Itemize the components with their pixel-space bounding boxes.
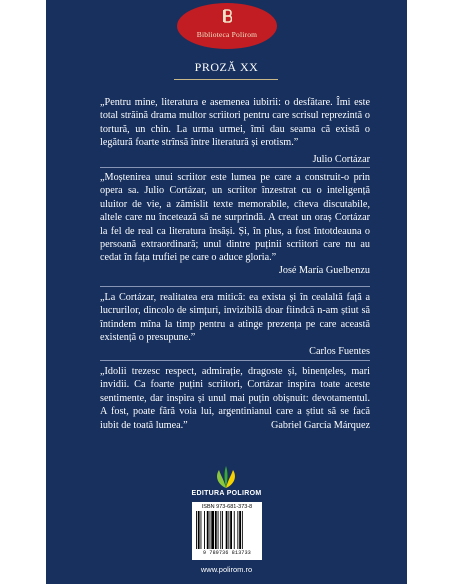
quote-author: José María Guelbenzu <box>278 264 370 276</box>
quote-text: „La Cortázar, realitatea era mitică: ea exista și în cealaltă față a lucrurilor, dincolo de simțuri, invizibilă doar fiindcă n-am știut să întindem mîna la timp pentru a atinge prezența pe care această existență o presupune.” <box>100 292 370 344</box>
quote-author: Gabriel García Márquez <box>271 420 370 432</box>
barcode-digits: 9 789736 813733 <box>202 550 251 556</box>
barcode-label <box>192 502 262 560</box>
publisher-website: www.polirom.ro <box>200 565 253 574</box>
collection-badge <box>177 3 277 49</box>
publisher-leaf-icon <box>211 464 241 490</box>
quote-author: Carlos Fuentes <box>309 345 370 357</box>
barcode-icon <box>196 511 258 549</box>
publisher-name: EDITURA POLIROM <box>191 490 262 497</box>
series-underline <box>174 79 278 80</box>
quote-garcia-marquez <box>100 365 370 432</box>
series-title: PROZĂ XX <box>194 60 259 74</box>
quote-fuentes <box>100 291 370 358</box>
divider <box>100 167 370 168</box>
quote-guelbenzu <box>100 171 370 277</box>
quote-author: Julio Cortázar <box>312 153 370 165</box>
quote-text: „Moștenirea unui scriitor este lumea pe care a construit-o prin opera sa. Julio Cortázar, un scriitor înzestrat cu o inteligență uluitor de vie, a zămislit texte memorabile, cîteva discutabile, altele care nu încetează să ne surprindă. A creat un oraș Cortázar la fel de real ca literatura însăși. Și, în plus, a fost întotdeauna o persoană extraordinară; unul dintre puținii scriitori care nu au cedat în fața trufiei pe care o aduce gloria.” <box>100 172 370 264</box>
quote-text: „Pentru mine, literatura e asemenea iubirii: o desfătare. Îmi este total străină drama multor scriitori pentru care scrisul reprezintă o tortură, un chin. La urma urmei, îmi dau seama că există o legătură foarte strînsă între literatură și erotism.” <box>100 97 370 149</box>
collection-name: Biblioteca Polirom <box>196 30 258 39</box>
divider <box>100 286 370 287</box>
isbn-text: ISBN 973-681-373-8 <box>201 504 253 510</box>
divider <box>100 360 370 361</box>
quote-text: „Idolii trezesc respect, admirație, dragoste și, binențeles, mari invidii. Ca foarte puțini scriitori, Cortázar inspira toate aceste sentimente, dar inspira și unul mai puțin obișnuit: devotamentul. A fost, poate fără voia lui, argentinianul care a știut să se facă iubit de toată lumea.” <box>100 366 370 431</box>
quote-cortazar <box>100 96 370 166</box>
polirom-logo-icon <box>222 9 232 23</box>
book-back-cover <box>46 0 407 584</box>
